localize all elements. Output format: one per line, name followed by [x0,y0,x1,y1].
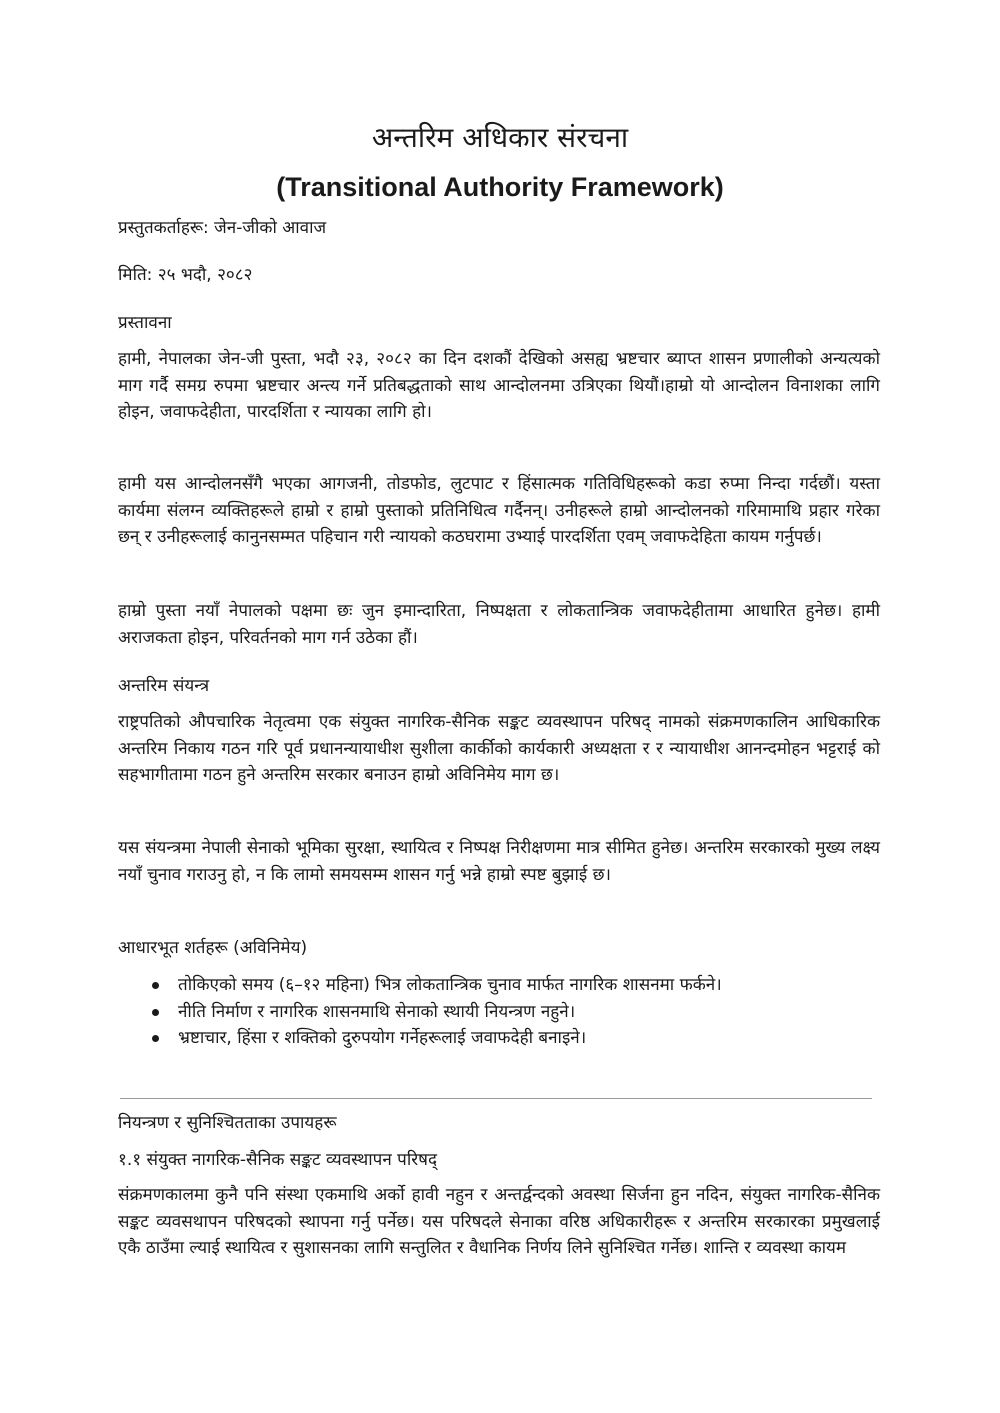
bullet-icon [152,982,159,989]
conditions-list [118,972,888,1052]
section-divider [120,1098,872,1099]
document-title-nepali: अन्तरिम अधिकार संरचना [371,121,629,154]
preamble-paragraph-3: हाम्रो पुस्ता नयाँ नेपालको पक्षमा छः जुन इमान्दारिता, निष्पक्षता र लोकतान्त्रिक जवाफदेहीतामा आधारित हुनेछ। हामी अराजकता होइन, परिवर्तनको माग गर्न उठेका हौं। [118,601,880,648]
mechanism-paragraph-2: यस संयन्त्रमा नेपाली सेनाको भूमिका सुरक्षा, स्थायित्व र निष्पक्ष निरीक्षणमा मात्र सीमित हुनेछ। अन्तरिम सरकारको मुख्य लक्ष्य नयाँ चुनाव गराउनु हो, न कि लामो समयसम्म शासन गर्नु भन्ने हाम्रो स्पष्ट बुझाई छ। [118,838,880,885]
preamble-paragraph-2: हामी यस आन्दोलनसँगै भएका आगजनी, तोडफोड, लुटपाट र हिंसात्मक गतिविधिहरूको कडा रुप्मा निन्दा गर्दछौं। यस्ता कार्यमा संलग्न व्यक्तिहरूले हाम्रो र हाम्रो पुस्ताको प्रतिनिधित्व गर्दैनन्। उनीहरूले हाम्रो आन्दोलनको गरिमामाथि प्रहार गरेका छन् र उनीहरूलाई कानुनसम्मत पहिचान गरी न्यायको कठघरामा उभ्याई पारदर्शिता एवम् जवाफदेहिता कायम गर्नुपर्छ। [118,474,880,547]
list-item [118,1025,888,1052]
mechanism-heading: अन्तरिम संयन्त्र [118,676,210,696]
bullet-icon [152,1009,159,1016]
list-item-text: भ्रष्टाचार, हिंसा र शक्तिको दुरुपयोग गर्नेहरूलाई जवाफदेही बनाइने। [178,1028,587,1048]
bullet-icon [152,1035,159,1042]
date-line: मिति: २५ भदौ, २०८२ [118,265,253,285]
mechanism-paragraph-1: राष्ट्रपतिको औपचारिक नेतृत्वमा एक संयुक्त नागरिक-सैनिक सङ्कट व्यवस्थापन परिषद् नामको संक्रमणकालिन आधिकारिक अन्तरिम निकाय गठन गरि पूर्व प्रधानन्यायाधीश सुशीला कार्कीको कार्यकारी अध्यक्षता र र न्यायाधीश आनन्दमोहन भट्टराई को सहभागीतामा गठन हुने अन्तरिम सरकार बनाउन हाम्रो अविनिमेय माग छ। [118,712,880,785]
list-item [118,972,888,999]
preamble-heading: प्रस्तावना [118,313,172,333]
list-item-text: तोकिएको समय (६–१२ महिना) भित्र लोकतान्त्रिक चुनाव मार्फत नागरिक शासनमा फर्कने। [178,975,722,995]
presenters-line: प्रस्तुतकर्ताहरू: जेन-जीको आवाज [118,218,327,238]
list-item [118,999,888,1026]
conditions-heading: आधारभूत शर्तहरू (अविनिमेय) [118,938,308,958]
measures-paragraph-1: संक्रमणकालमा कुनै पनि संस्था एकमाथि अर्को हावी नहुन र अन्तर्द्वन्दको अवस्था सिर्जना हुन नदिन, संयुक्त नागरिक-सैनिक सङ्कट व्यवसथापन परिषदको स्थापना गर्नु पर्नेछ। यस परिषदले सेनाका वरिष्ठ अधिकारीहरू र अन्तरिम सरकारका प्रमुखलाई एकै ठाउँमा ल्याई स्थायित्व र सुशासनका लागि सन्तुलित र वैधानिक निर्णय लिने सुनिश्चित गर्नेछ। शान्ति र व्यवस्था कायम [118,1185,880,1258]
document-title-english: (Transitional Authority Framework) [276,172,724,202]
measures-heading: नियन्त्रण र सुनिश्चितताका उपायहरू [118,1113,337,1133]
measures-subheading: १.१ संयुक्त नागरिक-सैनिक सङ्कट व्यवस्थापन परिषद् [118,1150,438,1170]
list-item-text: नीति निर्माण र नागरिक शासनमाथि सेनाको स्थायी नियन्त्रण नहुने। [178,1001,576,1022]
preamble-paragraph-1: हामी, नेपालका जेन-जी पुस्ता, भदौ २३, २०८२ का दिन दशकौं देखिको असह्य भ्रष्टचार ब्याप्त शासन प्रणालीको अन्यत्यको माग गर्दै समग्र रुपमा भ्रष्टचार अन्त्य गर्ने प्रतिबद्धताको साथ आन्दोलनमा उत्रिएका थियौं।हाम्रो यो आन्दोलन विनाशका लागि होइन, जवाफदेहीता, पारदर्शिता र न्यायका लागि हो। [118,349,880,422]
